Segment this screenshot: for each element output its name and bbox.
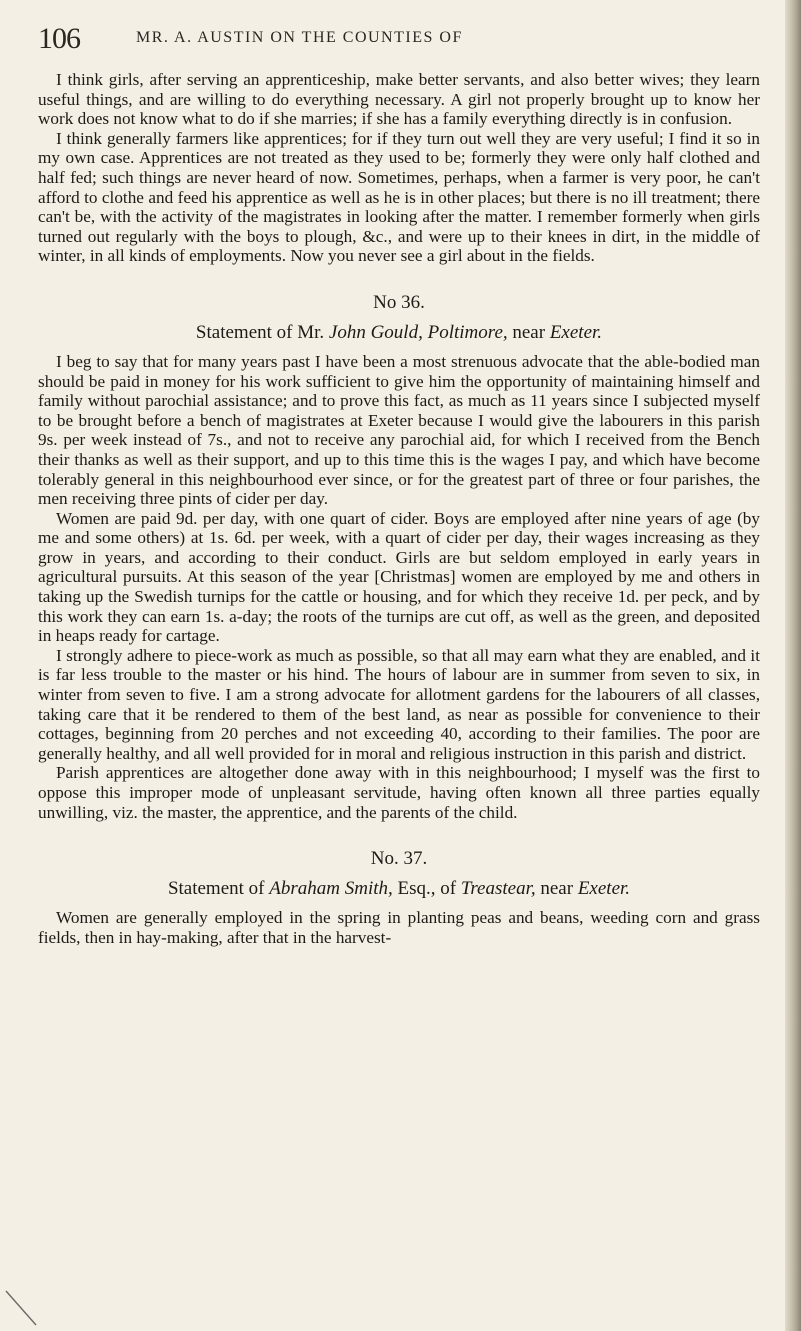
- paragraph: Women are generally employed in the spring in planting peas and beans, weeding corn and grass fields, then in hay-making, after that in the harvest-: [38, 908, 760, 947]
- heading-prefix: Statement of Mr.: [195, 321, 329, 343]
- running-head: MR. A. AUSTIN ON THE COUNTIES OF: [136, 29, 463, 46]
- heading-place: Exeter.: [577, 878, 631, 900]
- paragraph: I think girls, after serving an apprenticeship, make better servants, and also better wives; they learn useful things, and are willing to do everything necessary. A girl not properly brought up to know her work does not know what to do if she marries; if she has a family everything directly is in confusion.: [38, 70, 760, 129]
- heading-name: John Gould, Poltimore,: [328, 321, 508, 343]
- heading-place: Treastear,: [460, 878, 536, 900]
- section-heading: [38, 878, 760, 900]
- heading-name: Abraham Smith,: [269, 878, 393, 900]
- paragraph: I think generally farmers like apprentices; for if they turn out well they are very useful; I find it so in my own case. Apprentices are not treated as they used to be; formerly they were only half clothed and half fed; such things are never heard of now. Sometimes, perhaps, when a farmer is very poor, he can't afford to clothe and feed his apprentice as well as he is in other places; but there is no ill treatment; there can't be, with the activity of the magistrates in looking after the matter. I remember formerly when girls turned out regularly with the boys to plough, &c., and were up to their knees in dirt, in the middle of winter, in all kinds of employments. Now you never see a girl about in the fields.: [38, 128, 760, 266]
- paragraph: Women are paid 9d. per day, with one quart of cider. Boys are employed after nine years of age (by me and some others) at 1s. 6d. per week, with a quart of cider per day, their wages increasing as they grow in years, and according to their conduct. Girls are but seldom employed in early years in agricultural pursuits. At this season of the year [Christmas] women are employed by me and others in taking up the Swedish turnips for the cattle or housing, and for which they receive 1d. per peck, and by this work they can earn 1s. a-day; the roots of the turnips are cut off, as well as the green, and deposited in heaps ready for cartage.: [38, 508, 760, 646]
- section-37: [38, 848, 760, 947]
- section-number: No 36.: [373, 291, 425, 313]
- paragraph: Parish apprentices are altogether done away with in this neighbourhood; I myself was the first to oppose this improper mode of unpleasant servitude, having often known all three parties equally unwilling, viz. the master, the apprentice, and the parents of the child.: [38, 763, 760, 822]
- book-page: [38, 22, 760, 947]
- heading-place: Exeter.: [549, 321, 603, 343]
- heading-mid: near: [535, 878, 578, 900]
- heading-mid: Esq., of: [392, 878, 461, 900]
- section-number: No. 37.: [370, 848, 428, 870]
- heading-prefix: Statement of: [167, 878, 270, 900]
- section-heading: [38, 322, 760, 344]
- heading-mid: near: [507, 321, 550, 343]
- paragraph: I strongly adhere to piece-work as much as possible, so that all may earn what they are enabled, and it is far less trouble to the master or his hind. The hours of labour are in summer from seven to six, in winter from seven to five. I am a strong advocate for allotment gardens for the labourers of all classes, taking care that it be rendered to them of the best land, as near as possible for convenience to their cottages, beginning from 20 perches and not exceeding 40, according to their families. The poor are generally healthy, and all well provided for in moral and religious instruction in this parish and district.: [38, 645, 760, 763]
- page-edge-shadow: [785, 0, 801, 1331]
- paragraph: I beg to say that for many years past I have been a most strenuous advocate that the able-bodied man should be paid in money for his work sufficient to give him the opportunity of maintaining himself and family without parochial assistance; and to prove this fact, as much as 11 years since I subjected myself to be brought before a bench of magistrates at Exeter because I would give the labourers in this parish 9s. per week instead of 7s., and not to receive any parochial aid, for which I received from the Bench their thanks as well as their support, and up to this time this is the wages I pay, and which have become tolerably general in this neighbourhood ever since, or for the greatest part of three or four parishes, the men receiving three pints of cider per day.: [38, 351, 760, 509]
- page-number: 106: [38, 22, 80, 55]
- intro-text: [38, 70, 760, 266]
- page-header: [38, 22, 760, 70]
- section-36: [38, 292, 760, 822]
- pencil-mark-icon: [4, 1289, 38, 1327]
